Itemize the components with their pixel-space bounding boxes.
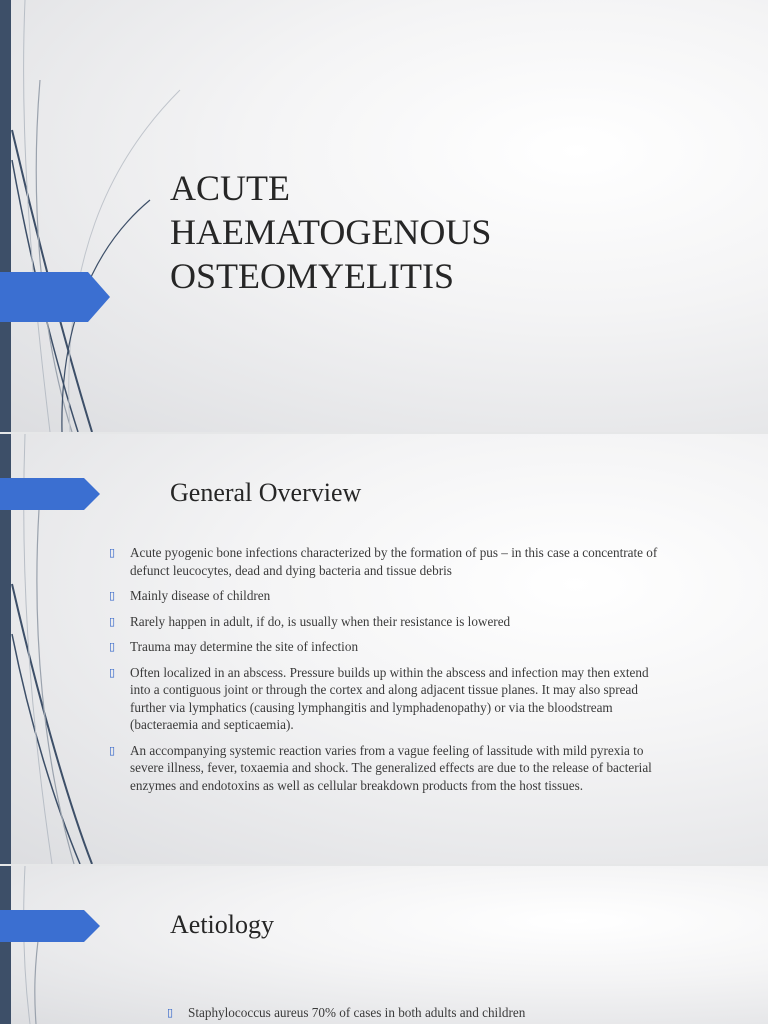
bullet-text: Mainly disease of children xyxy=(130,588,271,603)
hollow-square-bullet-icon: ▯ xyxy=(109,640,116,653)
hollow-square-bullet-icon: ▯ xyxy=(109,546,116,559)
list-item xyxy=(167,1004,688,1022)
bullet-text: Rarely happen in adult, if do, is usually when their resistance is lowered xyxy=(130,613,511,629)
overview-slide xyxy=(0,434,768,864)
decorative-curves xyxy=(0,866,200,1024)
list-item xyxy=(109,664,660,734)
presentation-title: ACUTE HAEMATOGENOUS OSTEOMYELITIS xyxy=(170,168,492,296)
title-slide xyxy=(0,0,768,432)
hollow-square-bullet-icon: ▯ xyxy=(109,589,116,602)
hollow-square-bullet-icon: ▯ xyxy=(167,1006,174,1019)
slide-title: Aetiology xyxy=(170,910,274,939)
hollow-square-bullet-icon: ▯ xyxy=(109,614,116,628)
list-item xyxy=(109,587,660,605)
list-item xyxy=(109,544,660,579)
hollow-square-bullet-icon: ▯ xyxy=(109,743,116,757)
list-item xyxy=(109,638,660,656)
slide-title: General Overview xyxy=(170,478,362,507)
bullet-text: Acute pyogenic bone infections characterized by the formation of pus – in this case a concentrate of defunct leucocytes, dead and dying bacteria and tissue debris xyxy=(130,545,658,578)
hollow-square-bullet-icon: ▯ xyxy=(109,665,116,679)
list-item xyxy=(109,613,660,631)
bullet-text: Trauma may determine the site of infection xyxy=(130,639,359,654)
accent-chevron xyxy=(0,478,100,510)
bullet-text: Staphylococcus aureus 70% of cases in both adults and children xyxy=(188,1005,526,1020)
accent-chevron xyxy=(0,910,100,942)
aetiology-slide xyxy=(0,866,768,1024)
accent-chevron xyxy=(0,272,110,322)
bullet-text: An accompanying systemic reaction varies from a vague feeling of lassitude with mild pyrexia to severe illness, fever, toxaemia and shock. The generalized effects are due to the release of bacterial enzymes and endotoxins as well as cellular breakdown products from the host tissues. xyxy=(130,742,652,793)
list-item xyxy=(109,742,660,795)
bullet-list xyxy=(109,544,660,802)
bullet-text: Often localized in an abscess. Pressure builds up within the abscess and infection may then extend into a contiguous joint or through the cortex and along adjacent tissue planes. It may also spread further via lymphatics (causing lymphangitis and lymphadenopathy) or via the bloodstream (bacteraemia and septicaemia). xyxy=(130,664,649,732)
bullet-list xyxy=(167,1004,688,1024)
